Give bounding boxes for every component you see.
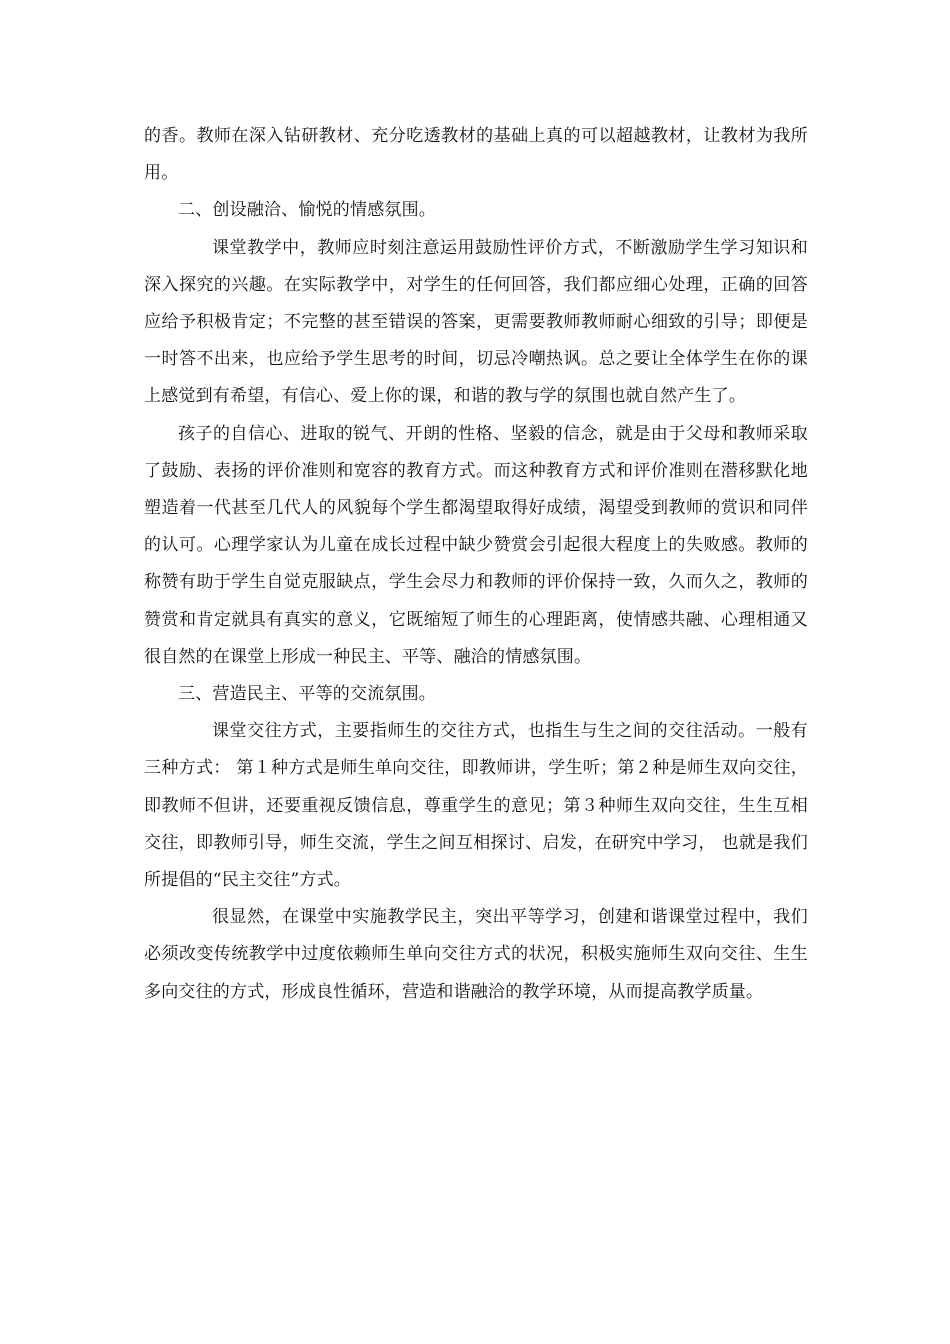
paragraph-conclusion: 很显然，在课堂中实施教学民主，突出平等学习，创建和谐课堂过程中，我们必须改变传统教学中过度依赖师生单向交往方式的状况，积极实施师生双向交往、生生多向交往的方式，形成良性循环，营造和谐融洽的教学环境，从而提高教学质量。 [144,907,808,1002]
document-page [144,118,808,1011]
section-heading-3: 三、营造民主、平等的交流氛围。 [178,684,436,705]
section-heading-2: 二、创设融洽、愉悦的情感氛围。 [178,200,436,221]
paragraph-encouragement: 课堂教学中，教师应时刻注意运用鼓励性评价方式，不断激励学生学习知识和深入探究的兴趣。在实际教学中，对学生的任何回答，我们都应细心处理，正确的回答应给予积极肯定；不完整的甚至错误的答案，更需要教师教师耐心细致的引导；即便是一时答不出来，也应给予学生思考的时间，切忌冷嘲热讽。总之要让全体学生在你的课上感觉到有希望，有信心、爱上你的课，和谐的教与学的氛围也就自然产生了。 [144,237,808,407]
paragraph-confidence: 孩子的自信心、进取的锐气、开朗的性格、坚毅的信念，就是由于父母和教师采取了鼓励、表扬的评价准则和宽容的教育方式。而这种教育方式和评价准则在潜移默化地塑造着一代甚至几代人的风貌每个学生都渴望取得好成绩，渴望受到教师的赏识和同伴的认可。心理学家认为儿童在成长过程中缺少赞赏会引起很大程度上的失败感。教师的称赞有助于学生自觉克服缺点，学生会尽力和教师的评价保持一致，久而久之，教师的赞赏和肯定就具有真实的意义，它既缩短了师生的心理距离，使情感共融、心理相通又很自然的在课堂上形成一种民主、平等、融洽的情感氛围。 [144,423,808,667]
paragraph-interaction-modes: 课堂交往方式，主要指师生的交往方式，也指生与生之间的交往活动。一般有三种方式： 第１种方式是师生单向交往，即教师讲，学生听；第２种是师生双向交往，即教师不但讲，还要重视反馈信息，尊重学生的意见；第３种师生双向交往，生生互相交往，即教师引导，师生交流，学生之间互相探讨、启发，在研究中学习， 也就是我们所提倡的“民主交往”方式。 [144,721,808,891]
paragraph-continued: 的香。教师在深入钻研教材、充分吃透教材的基础上真的可以超越教材，让教材为我所用。 [144,126,808,184]
